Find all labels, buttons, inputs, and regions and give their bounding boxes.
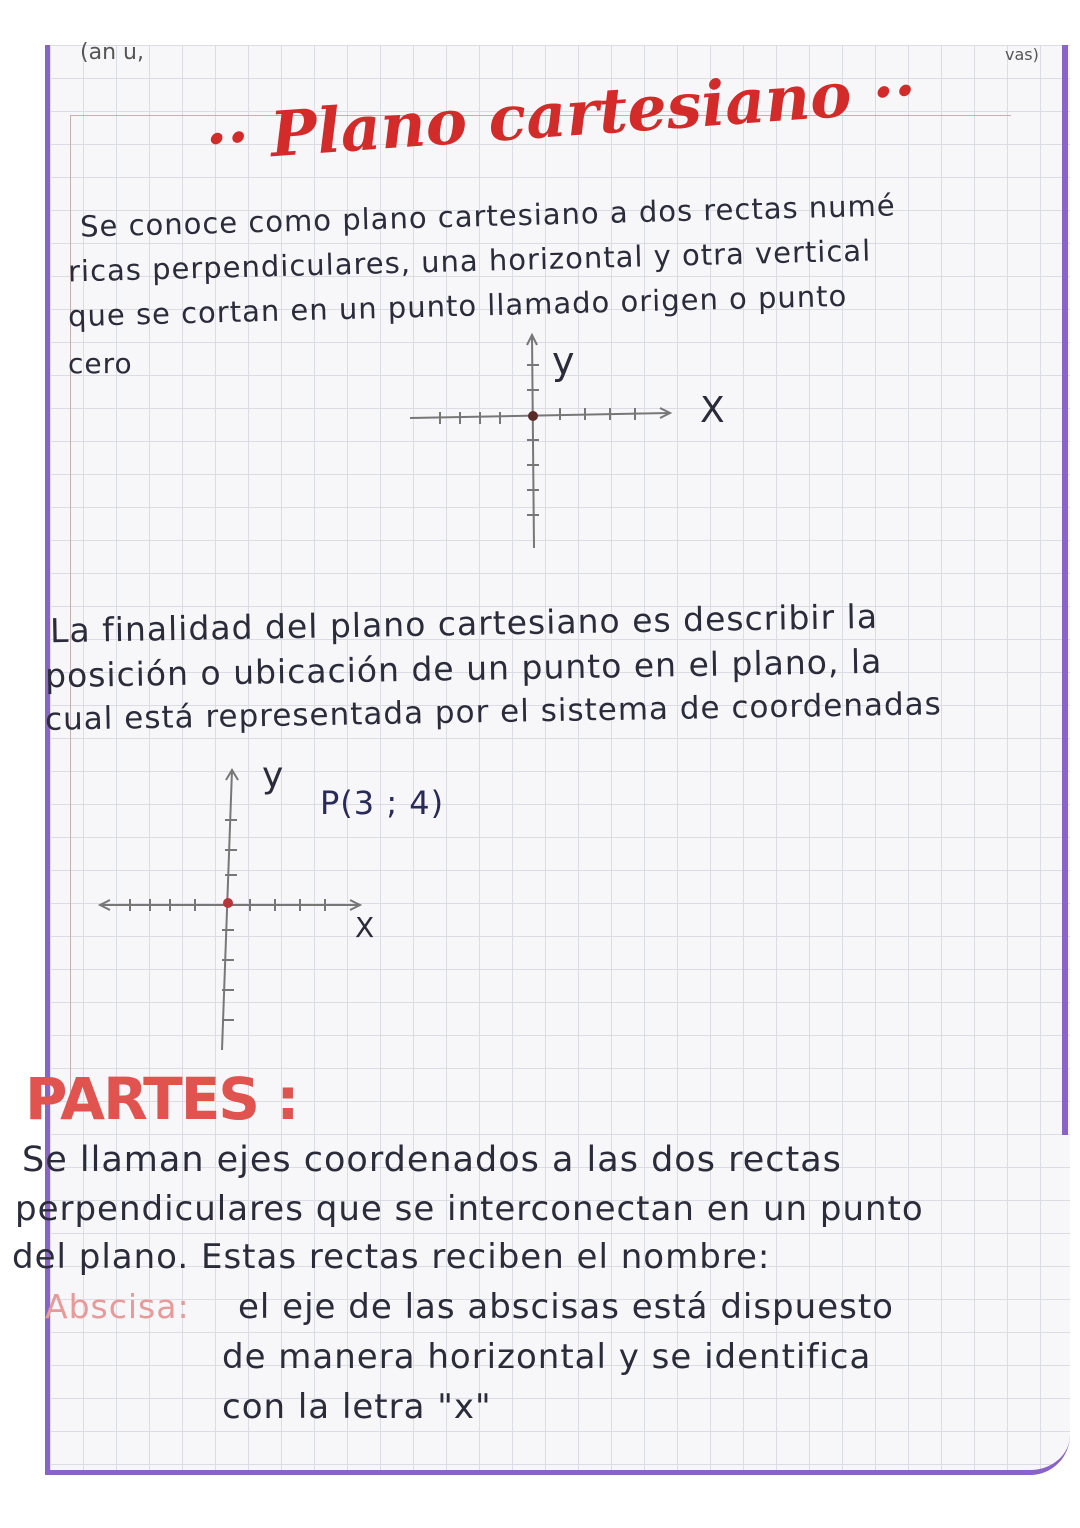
y-axis xyxy=(532,335,534,548)
text-line: el eje de las abscisas está dispuesto xyxy=(238,1287,894,1327)
text-line: que se cortan en un punto llamado origen o punto xyxy=(67,278,848,334)
x-axis xyxy=(410,413,670,418)
text-line: cero xyxy=(68,347,133,380)
text-line: ricas perpendiculares, una horizontal y otra vertical xyxy=(67,233,872,289)
origin-point xyxy=(223,898,233,908)
text-line: cual está representada por el sistema de coordenadas xyxy=(44,686,943,738)
y-axis-label: y xyxy=(552,339,576,383)
text-line: con la letra "x" xyxy=(222,1387,492,1427)
page-title: ·· Plano cartesiano ·· xyxy=(203,53,919,176)
text-line: posición o ubicación de un punto en el plano, la xyxy=(44,641,883,696)
x-axis-label: X xyxy=(700,390,726,431)
top-fragment: (an u, xyxy=(80,40,144,65)
y-axis xyxy=(222,770,232,1050)
text-line: Se conoce como plano cartesiano a dos rectas numé xyxy=(79,188,897,244)
y-axis-label: y xyxy=(262,755,285,796)
text-line: de manera horizontal y se identifica xyxy=(222,1337,872,1377)
point-label: P(3 ; 4) xyxy=(320,784,445,822)
text-line: del plano. Estas rectas reciben el nombre: xyxy=(12,1237,771,1277)
origin-point xyxy=(528,411,538,421)
text-line: Se llaman ejes coordenados a las dos rectas xyxy=(22,1140,842,1180)
x-axis-label: X xyxy=(355,911,376,944)
text-line: perpendiculares que se interconectan en un punto xyxy=(15,1189,924,1229)
diagram-origin xyxy=(410,335,670,548)
text-line: La finalidad del plano cartesiano es describir la xyxy=(49,596,879,651)
corner-fragment: vas) xyxy=(1005,45,1039,64)
abscisa-term: Abscisa: xyxy=(45,1287,190,1326)
parts-heading: PARTES : xyxy=(25,1065,298,1133)
